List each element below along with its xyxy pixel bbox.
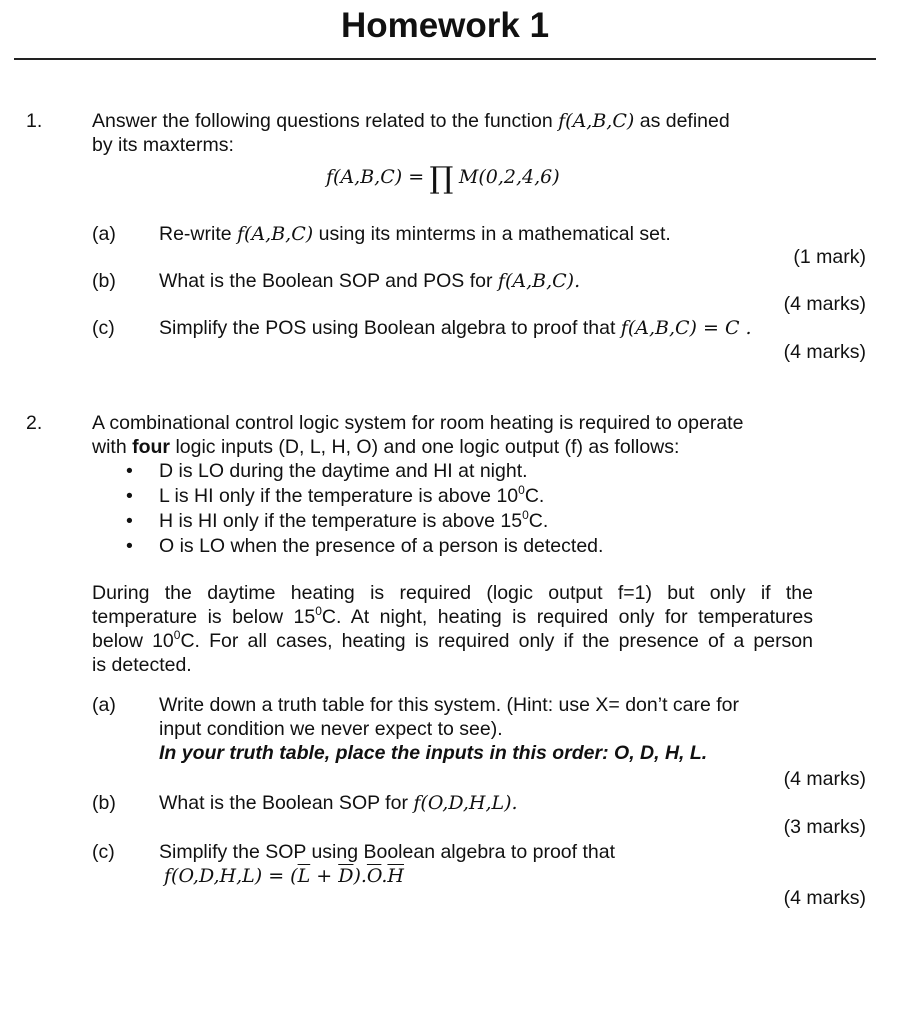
q1a-text-b: using its minterms in a mathematical set. [318, 223, 671, 245]
q2c-eq-dbar: $\overline{D}$ [338, 865, 354, 887]
q2b-marks: (3 marks) [783, 816, 866, 838]
q2a-label: (a) [92, 694, 116, 716]
q2c-equation [164, 864, 404, 888]
degree-sup: 0 [173, 627, 181, 642]
q1b-function: f(A,B,C). [497, 270, 581, 292]
q2b-text-a: What is the Boolean SOP for [159, 792, 408, 814]
bullet-2-tail: C. [524, 485, 545, 507]
bullet-item-2 [159, 484, 544, 508]
q2-para-l2-b: C. At night, heating is required only for temperatures [321, 606, 813, 628]
q2c-marks: (4 marks) [783, 887, 866, 909]
degree-sup: 0 [522, 507, 529, 522]
q1-eq-lhs: f(A,B,C) = [326, 166, 425, 188]
q1a-marks: (1 mark) [793, 246, 866, 268]
q1-intro-text-a: Answer the following questions related to the function [92, 110, 553, 132]
degree-sup: 0 [518, 482, 525, 497]
q2c-line1: Simplify the SOP using Boolean algebra to proof that [159, 841, 616, 863]
degree-sup: 0 [315, 603, 322, 618]
q2c-eq-obar: $\overline{O}$ [366, 865, 382, 887]
q1a-text-a: Re-write [159, 223, 232, 245]
q2c-eq-lbar: $\overline{L}$ [297, 865, 311, 887]
q2a-line3: In your truth table, place the inputs in this order: O, D, H, L. [159, 742, 708, 764]
q2b-function: f(O,D,H,L). [413, 792, 518, 814]
q2c-eq-b: ). [353, 865, 367, 887]
q1-eq-rhs: M(0,2,4,6) [458, 166, 560, 188]
bullet-3-text: H is HI only if the temperature is above 15 [159, 510, 523, 532]
q1a-function: f(A,B,C) [237, 223, 314, 245]
page-title: Homework 1 [340, 6, 550, 45]
q1-intro-line2: by its maxterms: [92, 134, 234, 156]
q1a-label: (a) [92, 223, 116, 245]
q1-maxterm-equation [326, 161, 560, 196]
q2-para-line1: During the daytime heating is required (logic output f=1) but only if the [92, 582, 813, 604]
q1c-text [159, 316, 752, 340]
title-divider [14, 58, 876, 60]
q2c-label: (c) [92, 841, 115, 863]
bullet-dot: • [126, 485, 133, 507]
q2-para-l3-a: below 10 [92, 630, 174, 652]
q2-para-l3-b: C. For all cases, heating is required only if the presence of a person [180, 630, 813, 652]
q2c-eq-dot: . [381, 865, 388, 887]
q2-para-line4: is detected. [92, 654, 192, 676]
q1c-label: (c) [92, 317, 115, 339]
q2-intro-text-a: with [92, 436, 127, 458]
q1c-text-a: Simplify the POS using Boolean algebra to proof that [159, 317, 616, 339]
q2a-line2: input condition we never expect to see). [159, 718, 503, 740]
q1-intro-function: f(A,B,C) [558, 110, 635, 132]
q2-para-line2 [92, 605, 813, 629]
product-symbol: ∏ [429, 161, 454, 196]
q1b-marks: (4 marks) [783, 293, 866, 315]
q2a-marks: (4 marks) [783, 768, 866, 790]
q2b-text [159, 791, 518, 815]
q2-intro-line2 [92, 435, 679, 459]
q2c-eq-plus: + [310, 865, 339, 887]
bullet-item-1: D is LO during the daytime and HI at night. [159, 460, 528, 482]
q2-para-l2-a: temperature is below 15 [92, 606, 316, 628]
q1-intro-line1 [92, 109, 730, 133]
bullet-dot: • [126, 460, 133, 482]
q2-number: 2. [26, 412, 43, 434]
q1b-label: (b) [92, 270, 116, 292]
q2-intro-text-b: logic inputs (D, L, H, O) and one logic output (f) as follows: [175, 436, 680, 458]
q1a-text [159, 222, 671, 246]
bullet-dot: • [126, 510, 133, 532]
q1b-text-a: What is the Boolean SOP and POS for [159, 270, 493, 292]
q2-intro-bold: four [132, 436, 171, 458]
q2b-label: (b) [92, 792, 116, 814]
bullet-2-text: L is HI only if the temperature is above 10 [159, 485, 519, 507]
q2-intro-line1: A combinational control logic system for room heating is required to operate [92, 412, 744, 434]
q2c-eq-a: f(O,D,H,L) = ( [164, 865, 298, 887]
bullet-item-4: O is LO when the presence of a person is detected. [159, 535, 604, 557]
q1-number: 1. [26, 110, 43, 132]
q1c-marks: (4 marks) [783, 341, 866, 363]
q2c-eq-hbar: $\overline{H}$ [387, 865, 404, 887]
q2-para-line3 [92, 629, 813, 653]
q1-intro-text-b: as defined [639, 110, 730, 132]
q1c-function: f(A,B,C) = C . [620, 317, 752, 339]
bullet-dot: • [126, 535, 133, 557]
q2a-line1: Write down a truth table for this system. (Hint: use X= don’t care for [159, 694, 740, 716]
bullet-item-3 [159, 509, 548, 533]
q1b-text [159, 269, 580, 293]
bullet-3-tail: C. [528, 510, 549, 532]
